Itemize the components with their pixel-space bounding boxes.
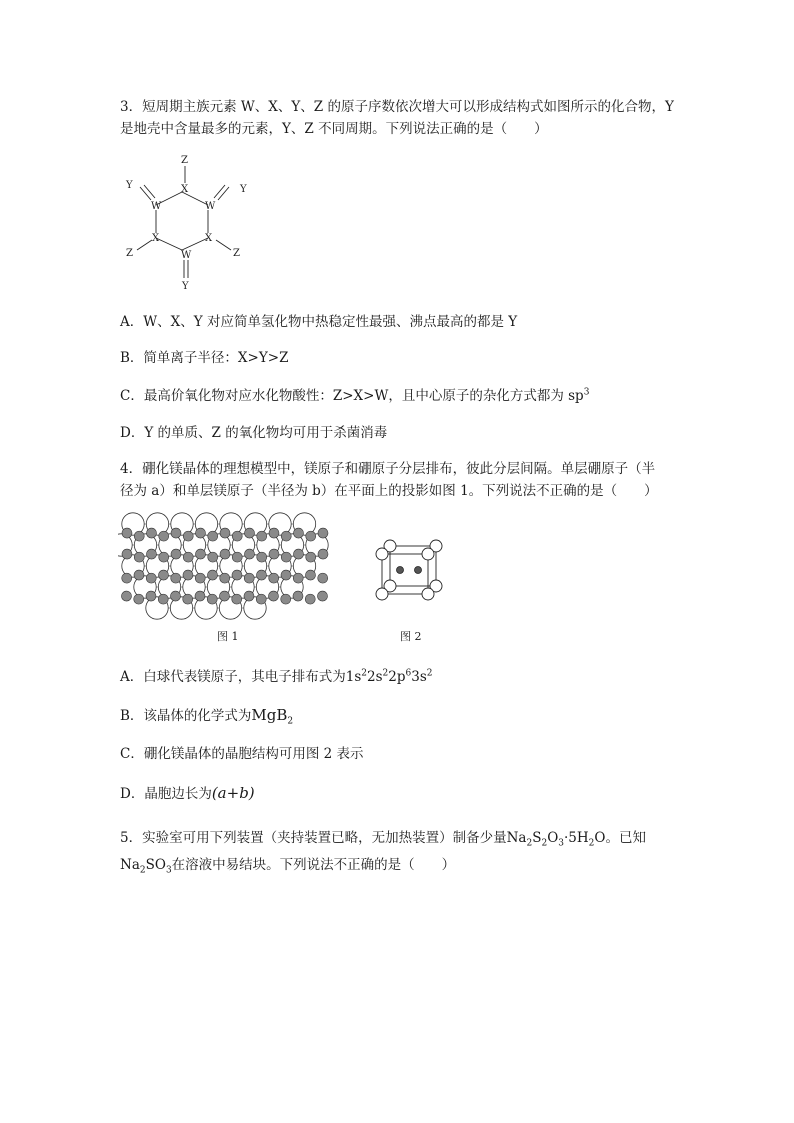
b-atom — [306, 570, 316, 580]
q3-atom-y-right: Y — [240, 184, 247, 195]
b-atom — [245, 528, 255, 538]
b-atom — [171, 573, 181, 583]
b-atom — [256, 594, 266, 604]
b-atom — [159, 531, 169, 541]
q5-f-o2: O — [594, 830, 606, 846]
b-atom — [294, 549, 304, 559]
q4-config-3s: 3s — [411, 669, 427, 685]
b-atom — [232, 594, 242, 604]
b-atom — [257, 570, 267, 580]
q3-stem-line-2: 是地壳中含量最多的元素，Y、Z 不同周期。下列说法正确的是（ ） — [120, 121, 548, 137]
q4-figure-1-caption: 图 1 — [217, 630, 239, 643]
q5-stem-line-1 — [120, 829, 646, 847]
q5-l2-so: SO — [145, 857, 166, 873]
b-atom — [147, 528, 157, 538]
b-atom — [183, 594, 193, 604]
q3-atom-z-left: Z — [126, 248, 133, 259]
q3-option-d: D．Y 的单质、Z 的氧化物均可用于杀菌消毒 — [120, 425, 388, 441]
b-atom — [281, 594, 291, 604]
q3-structure-figure — [118, 150, 258, 295]
q5-l2-sub2: 3 — [165, 865, 172, 876]
b-atom — [244, 573, 254, 583]
q3-atom-x-right: X — [205, 233, 213, 244]
b-atom — [244, 591, 254, 601]
q3-option-a: A．W、X、Y 对应简单氢化物中热稳定性最强、沸点最高的都是 Y — [120, 314, 518, 330]
b-atom — [134, 531, 144, 541]
q3-atom-y-left: Y — [126, 180, 133, 191]
q5-f-h2o: ·5H — [564, 830, 589, 846]
b-atom — [281, 570, 291, 580]
b-atom — [293, 573, 303, 583]
q3-stem-line-1: 3．短周期主族元素 W、X、Y、Z 的原子序数依次增大可以形成结构式如图所示的化合物，Y — [120, 99, 674, 115]
q5-line1-end: 。已知 — [605, 830, 646, 846]
q5-f-sub4: 2 — [588, 838, 595, 849]
q4-config-2p: 2p — [388, 669, 406, 685]
b-atom — [269, 528, 279, 538]
q4-formula-mgb: MgB — [251, 706, 288, 724]
q5-f-s: S — [532, 830, 542, 846]
b-atom — [318, 528, 328, 538]
b-atom — [207, 594, 217, 604]
b-atom — [171, 591, 181, 601]
b-atom — [281, 552, 291, 562]
b-atom — [159, 570, 169, 580]
b-atom — [183, 570, 193, 580]
b-atom — [306, 531, 316, 541]
b-atom — [318, 549, 328, 559]
b-atom — [208, 570, 218, 580]
b-atom — [208, 552, 218, 562]
q3-atom-w-left: W — [151, 201, 162, 212]
b-atom — [232, 570, 242, 580]
b-atom — [122, 549, 132, 559]
q4-config-2s-sup: 2 — [382, 668, 389, 679]
q5-f-sub1: 2 — [526, 838, 533, 849]
q3-atom-x-left: X — [152, 233, 160, 244]
q3-atom-y-bottom: Y — [182, 281, 189, 292]
b-atom — [122, 591, 132, 601]
q5-f-sub3: 3 — [558, 838, 564, 849]
q4-option-a — [120, 668, 433, 686]
q4-config-2p-sup: 6 — [405, 668, 412, 679]
b-atom — [306, 552, 316, 562]
q4-option-d-expr: (a+b) — [211, 784, 255, 802]
q4-option-b-text: B．该晶体的化学式为 — [120, 708, 252, 724]
b-atom — [220, 573, 230, 583]
b-atom — [293, 591, 303, 601]
b-atom — [208, 531, 218, 541]
b-atom — [232, 531, 242, 541]
b-atom — [146, 591, 156, 601]
b-atom — [171, 549, 181, 559]
b-atom — [159, 552, 169, 562]
q4-option-a-text: A．白球代表镁原子，其电子排布式为 — [120, 669, 346, 685]
b-atom — [220, 591, 230, 601]
b-atom — [158, 594, 168, 604]
q4-config-1s-sup: 2 — [361, 668, 368, 679]
b-atom — [146, 573, 156, 583]
b-atom — [195, 573, 205, 583]
q5-f-o: O — [547, 830, 559, 846]
b-atom — [318, 591, 328, 601]
b-atom — [134, 552, 144, 562]
b-atom — [196, 549, 206, 559]
b-atom — [318, 573, 328, 583]
b-atom — [122, 528, 132, 538]
b-atom — [281, 531, 291, 541]
q5-l2-sub1: 2 — [139, 865, 146, 876]
b-atom — [305, 594, 315, 604]
q5-f-sub2: 2 — [541, 838, 548, 849]
b-atom — [257, 531, 267, 541]
b-atom — [183, 552, 193, 562]
q3-atom-z-top: Z — [181, 155, 188, 166]
b-atom — [220, 528, 230, 538]
q4-figure-2 — [370, 536, 450, 606]
b-atom — [257, 552, 267, 562]
b-atom — [245, 549, 255, 559]
q3-atom-w-bottom: W — [181, 250, 192, 261]
q4-figure-2-caption: 图 2 — [400, 630, 422, 643]
q4-option-d — [120, 784, 255, 803]
b-atom — [220, 549, 230, 559]
q4-formula-sub: 2 — [287, 716, 294, 727]
q3-atom-z-right: Z — [233, 248, 240, 259]
q5-l2-na: Na — [120, 857, 140, 873]
b-atom — [269, 573, 279, 583]
b-atom — [122, 573, 132, 583]
q3-atom-x-top: X — [181, 184, 189, 195]
b-atom — [171, 528, 181, 538]
b-atom — [269, 549, 279, 559]
b-atom — [196, 528, 206, 538]
q4-config-2s: 2s — [367, 669, 383, 685]
q4-option-c: C．硼化镁晶体的晶胞结构可用图 2 表示 — [120, 746, 364, 762]
b-atom — [269, 591, 279, 601]
q5-line1-text: 5．实验室可用下列装置（夹持装置已略，无加热装置）制备少量 — [120, 830, 507, 846]
b-atom — [232, 552, 242, 562]
q3-option-b: B．简单离子半径：X>Y>Z — [120, 350, 289, 366]
q5-f-na: Na — [506, 830, 527, 846]
b-atom — [183, 531, 193, 541]
b-atom — [294, 528, 304, 538]
q4-option-d-text: D．晶胞边长为 — [120, 786, 212, 802]
b-atom — [134, 594, 144, 604]
q3-option-c-text: C．最高价氧化物对应水化物酸性：Z>X>W，且中心原子的杂化方式都为 sp — [120, 388, 584, 404]
q4-figure-1 — [118, 512, 338, 622]
q3-atom-w-right: W — [205, 201, 216, 212]
q3-option-c-sup: 3 — [583, 387, 590, 398]
q4-stem-line-2: 径为 a）和单层镁原子（半径为 b）在平面上的投影如图 1。下列说法不正确的是（ ） — [120, 483, 658, 499]
b-atom — [134, 570, 144, 580]
q4-config-3s-sup: 2 — [426, 668, 433, 679]
q4-config-1s: 1s — [345, 669, 362, 685]
q5-stem-line-2 — [120, 856, 455, 874]
q4-option-b — [120, 706, 293, 725]
q3-option-c — [120, 387, 589, 405]
q4-stem-line-1: 4．硼化镁晶体的理想模型中，镁原子和硼原子分层排布，彼此分层间隔。单层硼原子（半 — [120, 461, 656, 477]
b-atom — [195, 591, 205, 601]
q5-l2-text: 在溶液中易结块。下列说法不正确的是（ ） — [171, 857, 456, 873]
b-atom — [147, 549, 157, 559]
